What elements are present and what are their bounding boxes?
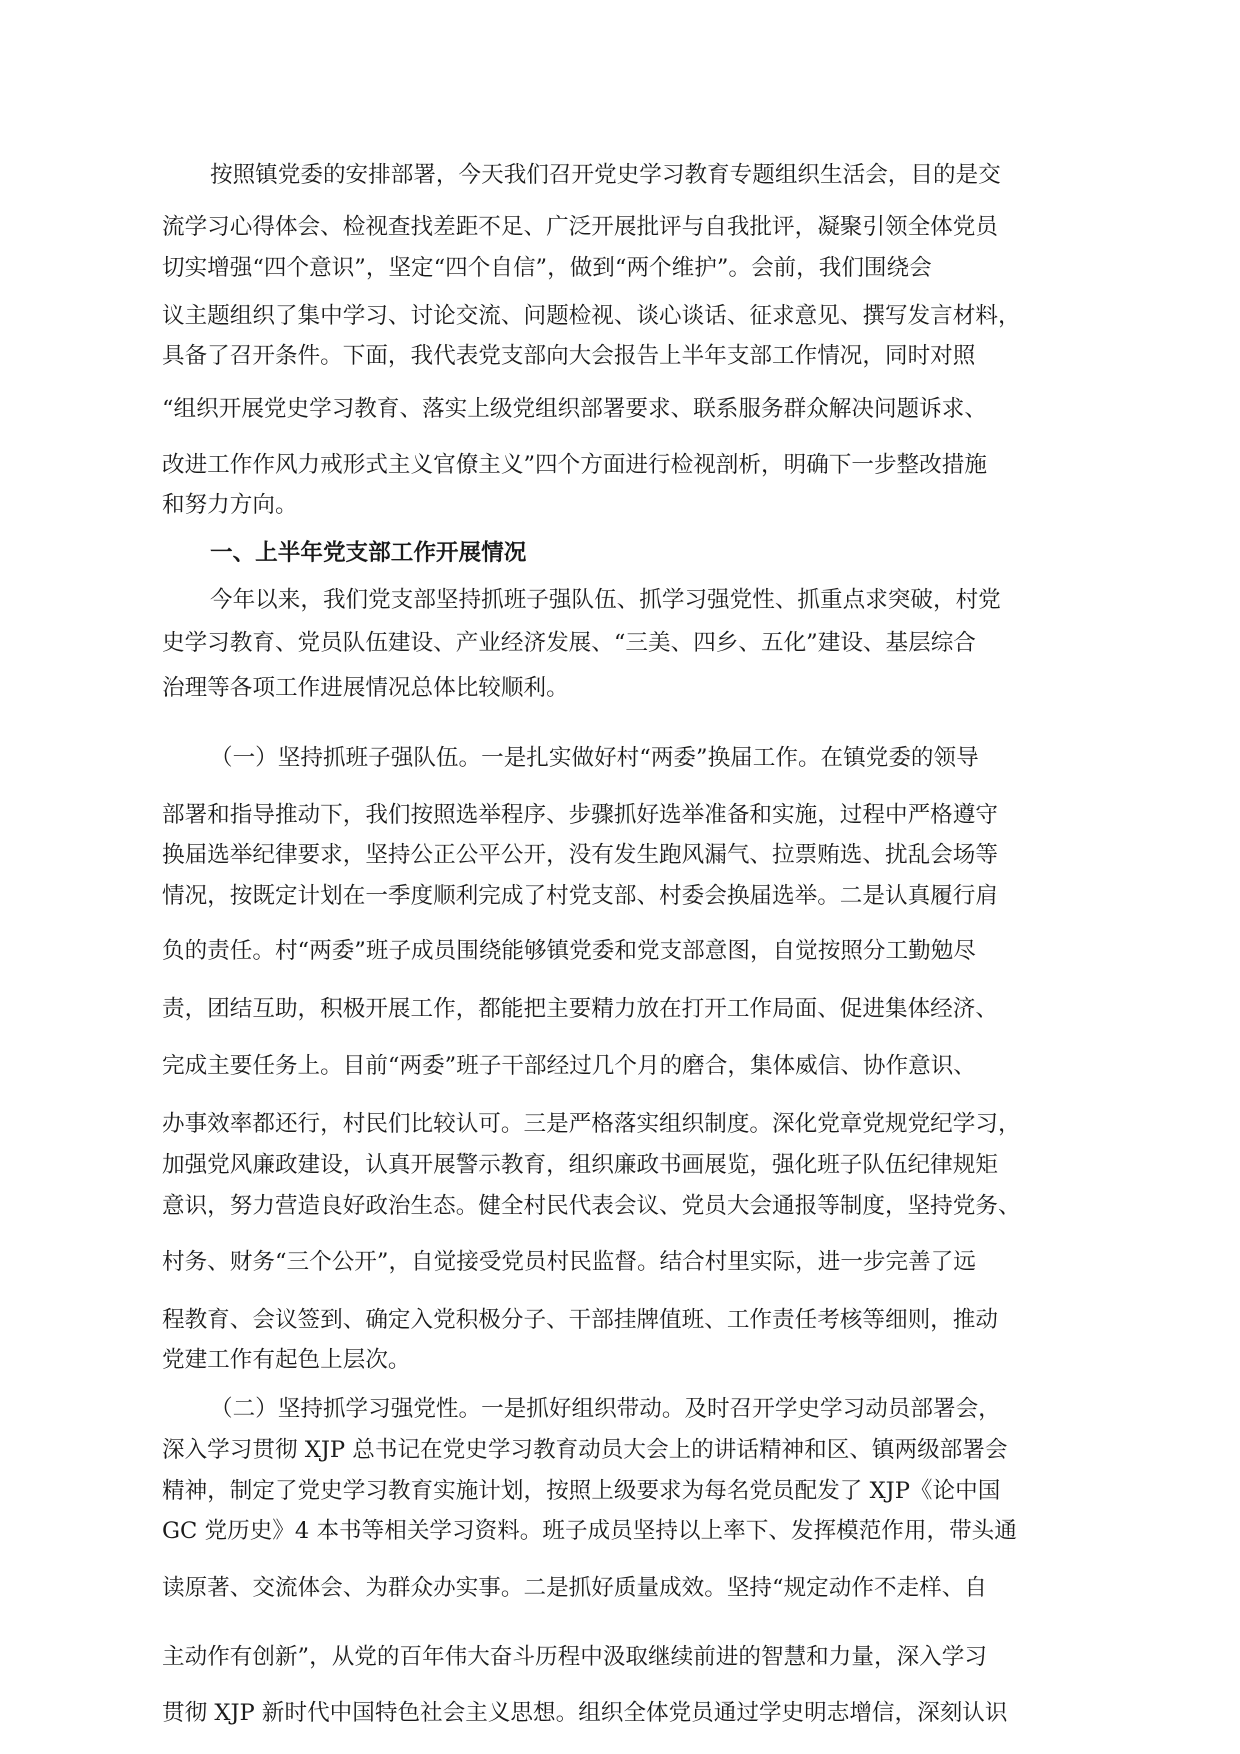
text-line: 精神，制定了党史学习教育实施计划，按照上级要求为每名党员配发了 XJP《论中国: [162, 1478, 1001, 1504]
text-line: 换届选举纪律要求，坚持公正公平公开，没有发生跑风漏气、拉票贿选、扰乱会场等: [162, 842, 998, 868]
text-line: 深入学习贯彻 XJP 总书记在党史学习教育动员大会上的讲话精神和区、镇两级部署会: [162, 1437, 1008, 1463]
text-line: 流学习心得体会、检视查找差距不足、广泛开展批评与自我批评，凝聚引领全体党员: [162, 214, 998, 240]
text-line: （一）坚持抓班子强队伍。一是扎实做好村“两委”换届工作。在镇党委的领导: [210, 745, 979, 771]
text-line: 具备了召开条件。下面，我代表党支部向大会报告上半年支部工作情况，同时对照: [162, 343, 976, 369]
section-heading: 一、上半年党支部工作开展情况: [210, 540, 527, 566]
text-line: 主动作有创新”，从党的百年伟大奋斗历程中汲取继续前进的智慧和力量，深入学习: [162, 1644, 987, 1670]
text-line: 改进工作作风力戒形式主义官僚主义”四个方面进行检视剖析，明确下一步整改措施: [162, 452, 987, 478]
text-line: 办事效率都还行，村民们比较认可。三是严格落实组织制度。深化党章党规党纪学习，: [162, 1111, 1021, 1137]
text-line: 完成主要任务上。目前“两委”班子干部经过几个月的磨合，集体威信、协作意识、: [162, 1053, 976, 1079]
text-line: 村务、财务“三个公开”，自觉接受党员村民监督。结合村里实际，进一步完善了远: [162, 1249, 976, 1275]
text-line: 部署和指导推动下，我们按照选举程序、步骤抓好选举准备和实施，过程中严格遵守: [162, 802, 998, 828]
text-line: 读原著、交流体会、为群众办实事。二是抓好质量成效。坚持“规定动作不走样、自: [162, 1575, 987, 1601]
text-line: “组织开展党史学习教育、落实上级党组织部署要求、联系服务群众解决问题诉求、: [162, 396, 987, 422]
text-line: 加强党风廉政建设，认真开展警示教育，组织廉政书画展览，强化班子队伍纪律规矩: [162, 1152, 998, 1178]
text-line: 情况，按既定计划在一季度顺利完成了村党支部、村委会换届选举。二是认真履行肩: [162, 883, 998, 909]
text-line: 负的责任。村“两委”班子成员围绕能够镇党委和党支部意图，自觉按照分工勤勉尽: [162, 938, 976, 964]
text-line: 议主题组织了集中学习、讨论交流、问题检视、谈心谈话、征求意见、撰写发言材料，: [162, 303, 1021, 329]
text-line: 按照镇党委的安排部署，今天我们召开党史学习教育专题组织生活会，目的是交: [210, 162, 1001, 188]
text-line: （二）坚持抓学习强党性。一是抓好组织带动。及时召开学史学习动员部署会，: [210, 1396, 1001, 1422]
text-line: 程教育、会议签到、确定入党积极分子、干部挂牌值班、工作责任考核等细则，推动: [162, 1307, 998, 1333]
text-line: 史学习教育、党员队伍建设、产业经济发展、“三美、四乡、五化”建设、基层综合: [162, 630, 976, 656]
text-line: 和努力方向。: [162, 492, 298, 518]
text-line: 责，团结互助，积极开展工作，都能把主要精力放在打开工作局面、促进集体经济、: [162, 996, 998, 1022]
text-line: 贯彻 XJP 新时代中国特色社会主义思想。组织全体党员通过学史明志增信，深刻认识: [162, 1700, 1008, 1726]
text-line: 切实增强“四个意识”，坚定“四个自信”，做到“两个维护”。会前，我们围绕会: [162, 255, 932, 281]
text-line: 党建工作有起色上层次。: [162, 1347, 411, 1373]
text-line: 今年以来，我们党支部坚持抓班子强队伍、抓学习强党性、抓重点求突破，村党: [210, 587, 1001, 613]
text-line: GC 党历史》4 本书等相关学习资料。班子成员坚持以上率下、发挥模范作用，带头通: [162, 1518, 1017, 1544]
text-line: 意识，努力营造良好政治生态。健全村民代表会议、党员大会通报等制度，坚持党务、: [162, 1193, 1021, 1219]
text-line: 治理等各项工作进展情况总体比较顺利。: [162, 675, 569, 701]
